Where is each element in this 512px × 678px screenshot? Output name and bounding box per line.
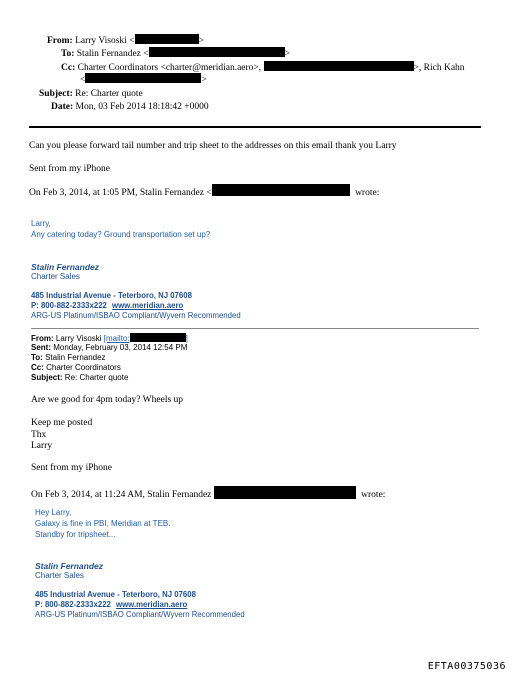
orig-from: From: Larry Visoski [mailto: ] — [31, 334, 188, 343]
sent-from: Sent from my iPhone — [29, 164, 111, 174]
msg2-line4: Larry — [31, 441, 53, 451]
cc-label: Cc: — [61, 63, 76, 73]
sig1-title: Charter Sales — [31, 272, 80, 281]
orig-cc: Cc: Charter Coordinators — [31, 363, 121, 372]
reply1-line2: Any catering today? Ground transportation set up? — [31, 230, 211, 239]
sig1-address: 485 Industrial Avenue - Teterboro, NJ 07608 — [31, 291, 192, 300]
redaction-bar — [130, 333, 186, 342]
sig2-title: Charter Sales — [35, 571, 84, 580]
header-to: To: Stalin Fernandez < > — [61, 49, 290, 59]
redaction-bar — [135, 34, 199, 44]
redaction-bar — [214, 486, 356, 499]
cc-value: Charter Coordinators <charter@meridian.aero>, — [77, 63, 262, 73]
mailto-link[interactable]: [mailto: ] — [103, 334, 188, 343]
sig1-website-link[interactable]: www.meridian.aero — [112, 301, 184, 310]
from-value: Larry Visoski < — [75, 36, 135, 46]
sig2-name: Stalin Fernandez — [35, 561, 104, 571]
reply2-line3: Standby for tripsheet... — [35, 530, 116, 539]
quote-intro: On Feb 3, 2014, at 1:05 PM, Stalin Fernandez < wrote: — [29, 184, 379, 198]
header-divider — [29, 126, 481, 128]
orig-to: To: Stalin Fernandez — [31, 353, 106, 362]
message-body: Can you please forward tail number and trip sheet to the addresses on this email thank you Larry — [29, 141, 397, 151]
msg2-line1: Are we good for 4pm today? Wheels up — [31, 395, 184, 405]
date-label: Date: — [51, 102, 74, 112]
reply2-line1: Hey Larry, — [35, 508, 72, 517]
msg2-quote-intro: On Feb 3, 2014, at 11:24 AM, Stalin Fernandez wrote: — [31, 486, 385, 500]
orig-sent: Sent: Monday, February 03, 2014 12:54 PM — [31, 343, 188, 352]
header-cc-line2: < > — [80, 75, 207, 85]
msg2-sent-from: Sent from my iPhone — [31, 463, 113, 473]
sig1-phone: P: 800-882-2333x222 — [31, 301, 107, 310]
header-date — [51, 101, 209, 113]
sig1-name: Stalin Fernandez — [31, 262, 100, 272]
sig2-contact — [35, 600, 187, 609]
msg2-line2: Keep me posted — [31, 418, 93, 428]
reply1-line1: Larry, — [31, 219, 51, 228]
header-subject — [39, 88, 143, 100]
redaction-bar — [264, 61, 414, 71]
document-id: EFTA00375036 — [427, 661, 506, 672]
from-label: From: — [47, 36, 73, 46]
msg2-line3: Thx — [31, 430, 47, 440]
sig1-cert: ARG-US Platinum/ISBAO Compliant/Wyvern Recommended — [31, 311, 241, 320]
subject-value: Re: Charter quote — [75, 89, 143, 99]
reply2-line2: Galaxy is fine in PBI, Meridian at TEB. — [35, 519, 171, 528]
sig2-cert: ARG-US Platinum/ISBAO Compliant/Wyvern Recommended — [35, 610, 245, 619]
sig2-phone: P: 800-882-2333x222 — [35, 600, 111, 609]
date-value: Mon, 03 Feb 2014 18:18:42 +0000 — [75, 102, 209, 112]
redaction-bar — [85, 73, 201, 83]
orig-subject: Subject: Re: Charter quote — [31, 373, 129, 382]
sig2-website-link[interactable]: www.meridian.aero — [116, 600, 188, 609]
redaction-bar — [212, 184, 350, 196]
header-cc: Cc: Charter Coordinators <charter@meridian.aero>, >, Rich Kahn — [61, 63, 465, 73]
subject-label: Subject: — [39, 89, 73, 99]
header-from: From: Larry Visoski < > — [47, 36, 204, 46]
to-value: Stalin Fernandez < — [76, 49, 149, 59]
original-divider — [31, 328, 479, 329]
redaction-bar — [149, 47, 285, 57]
sig1-contact — [31, 301, 183, 310]
to-label: To: — [61, 49, 75, 59]
sig2-address: 485 Industrial Avenue - Teterboro, NJ 07608 — [35, 590, 196, 599]
